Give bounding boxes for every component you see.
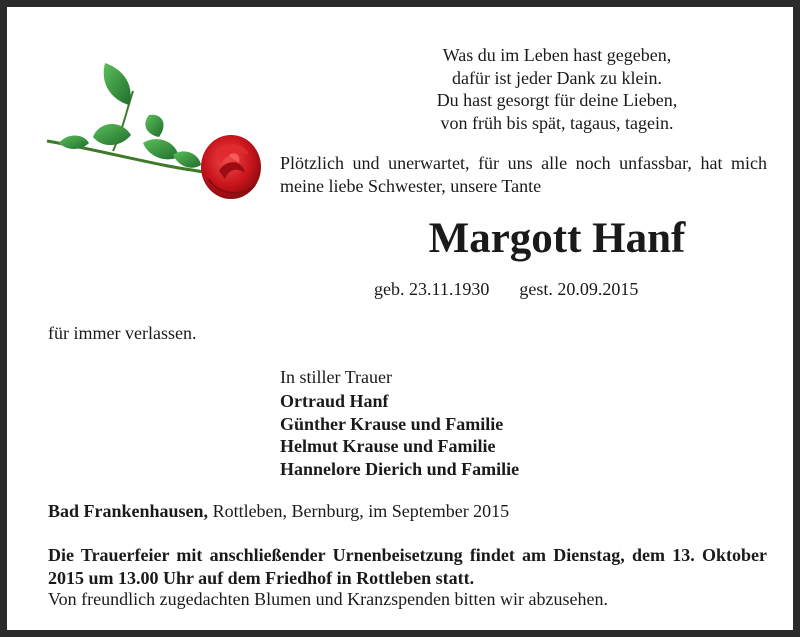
poem-line: Was du im Leben hast gegeben, xyxy=(442,45,672,65)
flowers-notice: Von freundlich zugedachten Blumen und Kranzspenden bitten wir abzusehen. xyxy=(48,589,608,609)
intro-text: Plötzlich und unerwartet, für uns alle noch unfassbar, hat mich meine liebe Schwester, unsere Tante xyxy=(280,153,767,196)
mourning-heading: In stiller Trauer xyxy=(280,367,392,387)
poem-line: dafür ist jeder Dank zu klein. xyxy=(452,67,662,88)
places-rest: Rottleben, Bernburg, im September 2015 xyxy=(208,501,510,521)
deceased-name: Margott Hanf xyxy=(428,215,686,262)
birth-date: geb. 23.11.1930 xyxy=(374,279,490,299)
leaving-text: für immer verlassen. xyxy=(48,323,197,343)
death-date: gest. 20.09.2015 xyxy=(519,279,639,299)
places-line xyxy=(48,500,509,522)
mourner-name: Helmut Krause und Familie xyxy=(280,436,496,456)
poem xyxy=(347,44,767,134)
mourner-name: Ortraud Hanf xyxy=(280,391,389,411)
places-bold: Bad Frankenhausen, xyxy=(48,501,209,521)
red-rose-icon xyxy=(43,59,271,207)
mourner-name: Hannelore Dierich und Familie xyxy=(280,458,520,479)
poem-line: von früh bis spät, tagaus, tagein. xyxy=(440,112,674,133)
mourner-name: Günther Krause und Familie xyxy=(280,413,504,434)
life-dates xyxy=(374,278,638,300)
mourners-list xyxy=(280,390,519,480)
poem-line: Du hast gesorgt für deine Lieben, xyxy=(436,90,678,110)
ceremony-notice: Die Trauerfeier mit anschließender Urnenbeisetzung findet am Dienstag, dem 13. Oktober 2015 um 13.00 Uhr auf dem Friedhof in Rottleben statt. xyxy=(48,545,767,588)
